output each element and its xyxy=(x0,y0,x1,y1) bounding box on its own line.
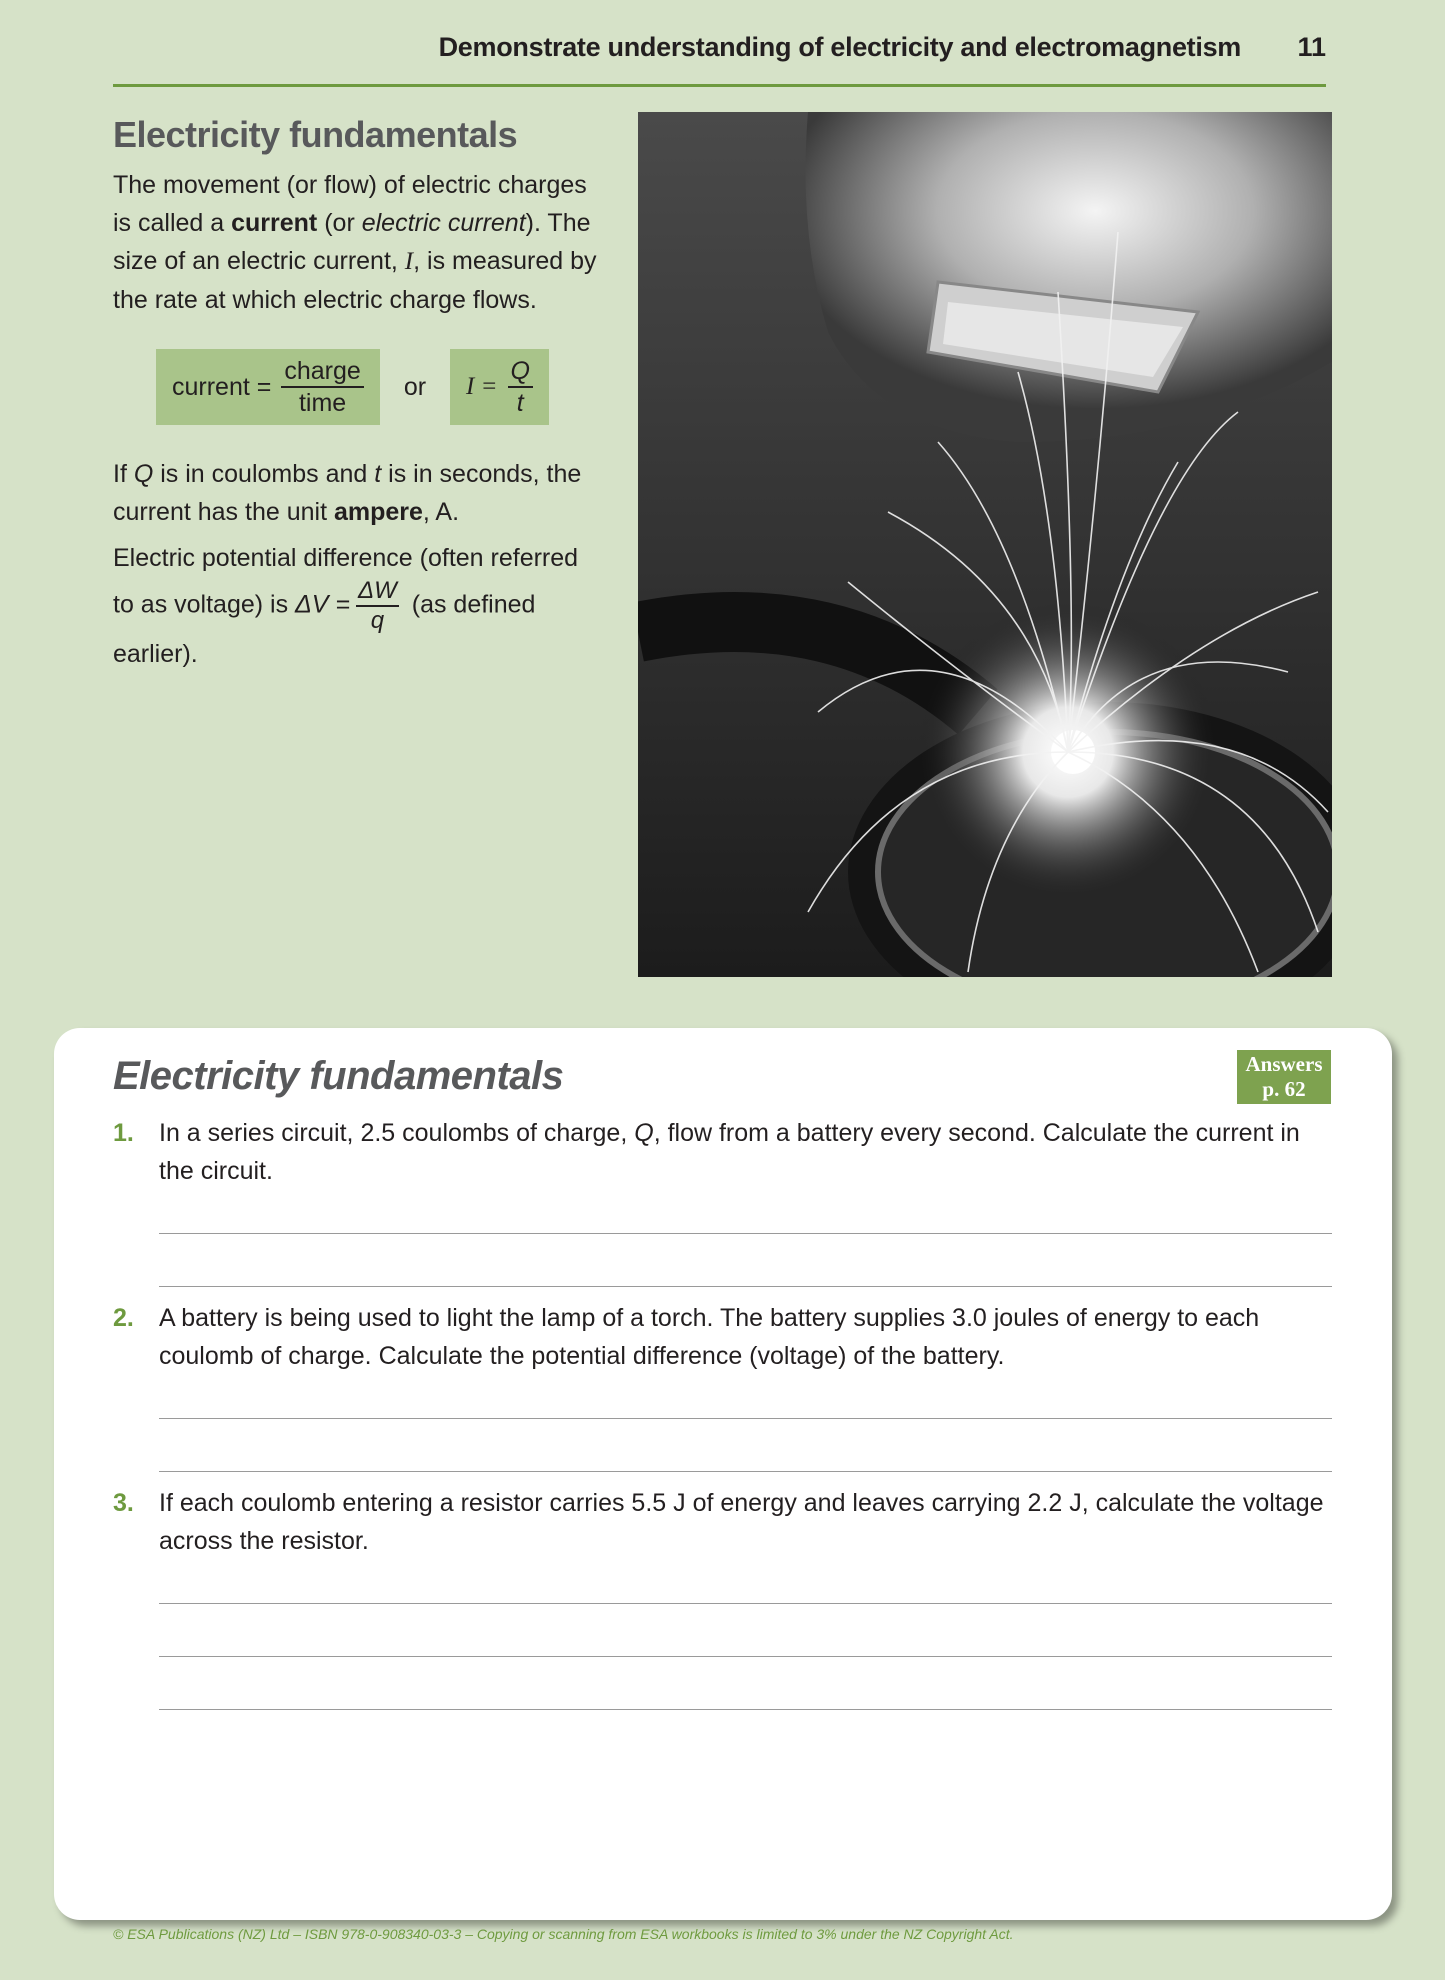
answer-line[interactable] xyxy=(159,1233,1332,1234)
exercise-title: Electricity fundamentals xyxy=(113,1054,564,1098)
intro-paragraph-ampere: If Q is in coulombs and t is in seconds, the current has the unit ampere, A. xyxy=(113,460,582,526)
answer-line[interactable] xyxy=(159,1709,1332,1710)
intro-heading: Electricity fundamentals xyxy=(113,114,518,155)
answer-line[interactable] xyxy=(159,1418,1332,1419)
answer-line[interactable] xyxy=(159,1286,1332,1287)
welding-sparks-photo xyxy=(638,112,1332,977)
current-symbol-equation: I = $\frac{Q}{t}$ xyxy=(450,349,549,425)
intro-section xyxy=(113,112,603,673)
question-3: 3. If each coulomb entering a resistor carries 5.5 J of energy and leaves carrying 2.2 J, calculate the voltage across the resistor. xyxy=(113,1489,1324,1555)
header-title: Demonstrate understanding of electricity and electromagnetism xyxy=(438,32,1241,62)
exercise-card xyxy=(54,1028,1392,1920)
page-number: 11 xyxy=(1297,32,1326,62)
intro-paragraph-voltage: Electric potential difference (often referred to as voltage) is ΔV = $\frac{\Delta W}{q}$ (as defined earlier). xyxy=(113,544,579,668)
answers-badge[interactable]: Answers p. 62 xyxy=(1237,1050,1331,1104)
question-2: 2. A battery is being used to light the lamp of a torch. The battery supplies 3.0 joules of energy to each coulomb of charge. Calculate the potential difference (voltage) of the battery. xyxy=(113,1304,1260,1370)
page-header xyxy=(113,28,1326,87)
current-word-equation: current = $\frac{\text{charge}}{\text{time}}$ xyxy=(156,349,380,425)
answer-line[interactable] xyxy=(159,1603,1332,1604)
copyright-footer: © ESA Publications (NZ) Ltd – ISBN 978-0-908340-03-3 – Copying or scanning from ESA workbooks is limited to 3% under the NZ Copyright Act. xyxy=(113,1926,1014,1942)
equation-or: or xyxy=(403,373,427,401)
answer-line[interactable] xyxy=(159,1471,1332,1472)
question-1: 1. In a series circuit, 2.5 coulombs of charge, Q, flow from a battery every second. Calculate the current in the circuit. xyxy=(113,1119,1300,1185)
answer-line[interactable] xyxy=(159,1656,1332,1657)
intro-paragraph-current: The movement (or flow) of electric charges is called a current (or electric current). The size of an electric current, I, is measured by the rate at which electric charge flows. xyxy=(113,171,597,314)
current-equations xyxy=(156,349,603,425)
